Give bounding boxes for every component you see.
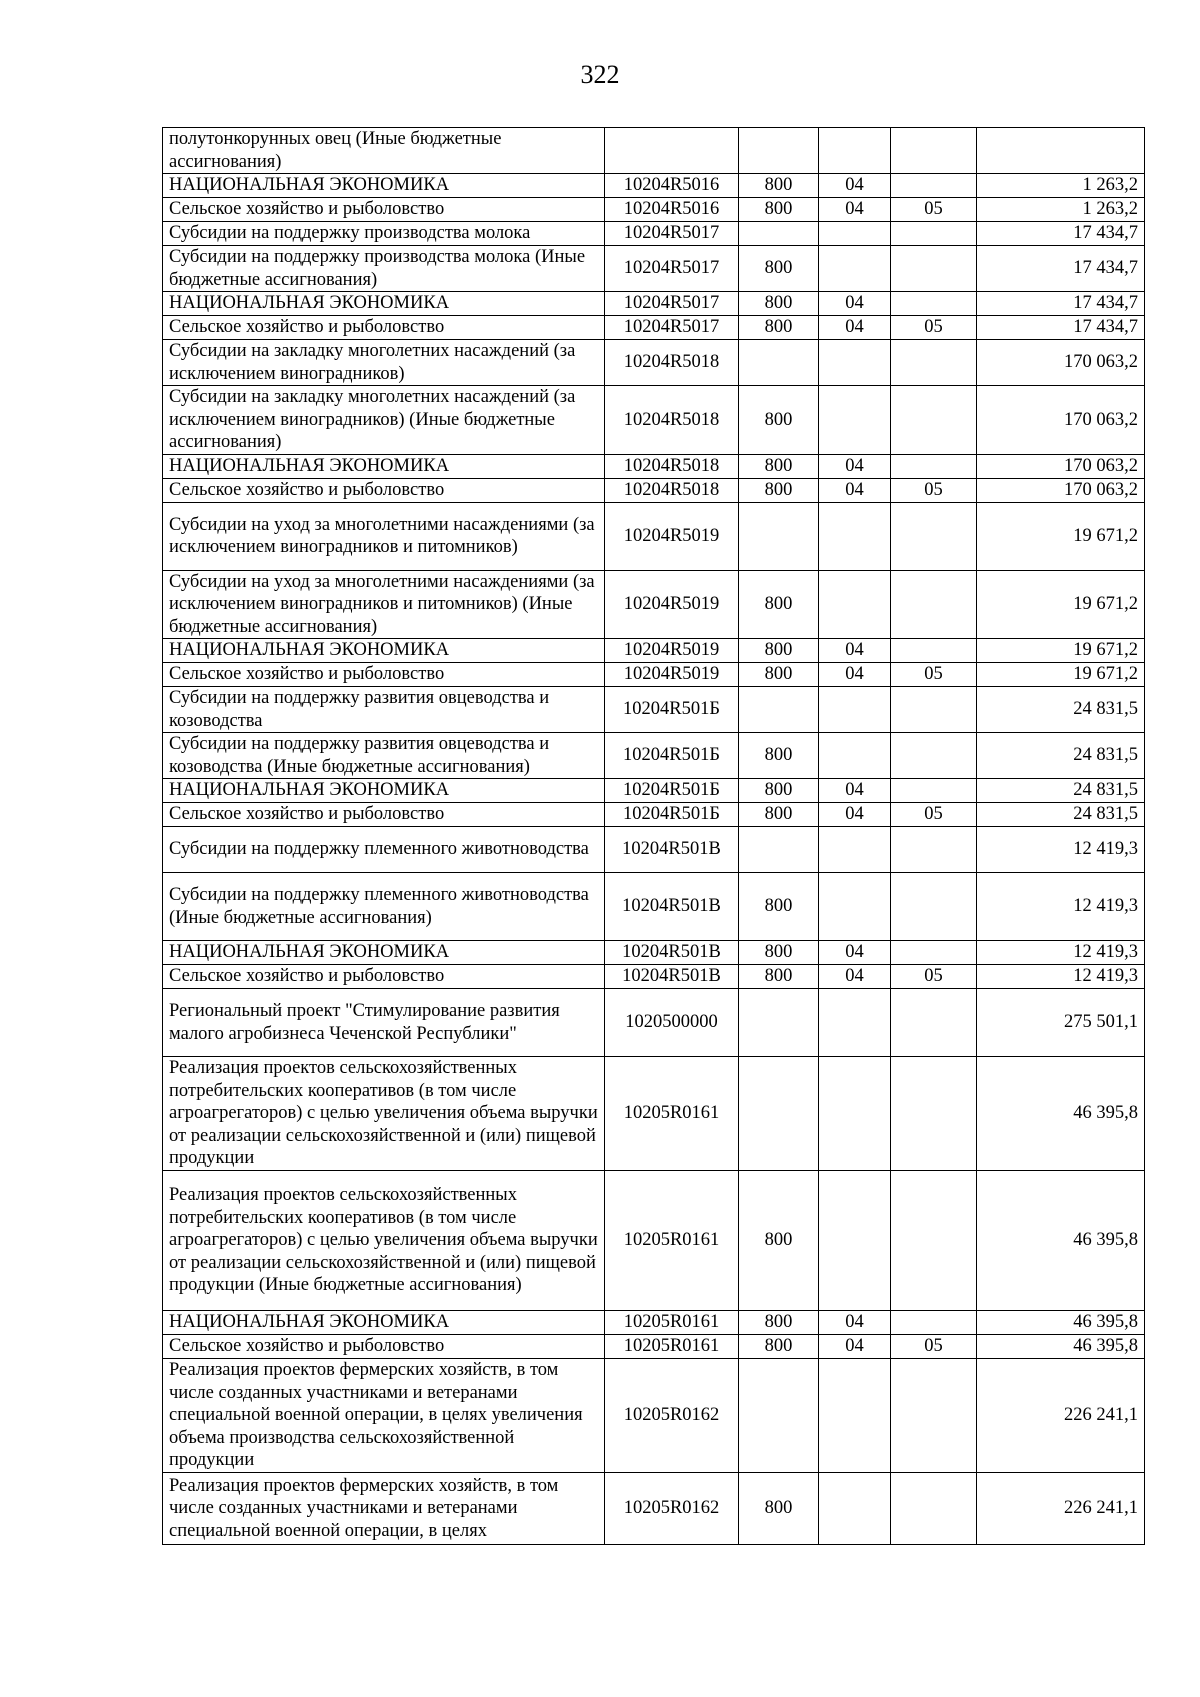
row-name: НАЦИОНАЛЬНАЯ ЭКОНОМИКА [163, 174, 605, 198]
row-subsection [891, 246, 977, 292]
row-code: 10204R5018 [605, 340, 739, 386]
row-expense-type: 800 [739, 478, 819, 502]
row-subsection [891, 128, 977, 174]
row-expense-type [739, 340, 819, 386]
row-name: полутонкорунных овец (Иные бюджетные ассигнования) [163, 128, 605, 174]
table-row [163, 1473, 1145, 1545]
row-section [819, 128, 891, 174]
row-expense-type [739, 502, 819, 570]
row-code: 10204R501В [605, 941, 739, 965]
row-amount: 17 434,7 [977, 246, 1145, 292]
row-subsection [891, 292, 977, 316]
row-name: Субсидии на поддержку племенного животноводства (Иные бюджетные ассигнования) [163, 873, 605, 941]
table-row [163, 989, 1145, 1057]
row-amount: 226 241,1 [977, 1473, 1145, 1545]
row-code: 10205R0162 [605, 1473, 739, 1545]
row-name: Региональный проект "Стимулирование развития малого агробизнеса Чеченской Республики" [163, 989, 605, 1057]
row-code: 10205R0162 [605, 1359, 739, 1473]
table-row [163, 687, 1145, 733]
row-section [819, 222, 891, 246]
row-code: 10204R501Б [605, 803, 739, 827]
row-subsection [891, 502, 977, 570]
table-row [163, 128, 1145, 174]
table-row [163, 1335, 1145, 1359]
row-amount: 24 831,5 [977, 687, 1145, 733]
table-row [163, 478, 1145, 502]
row-name: Сельское хозяйство и рыболовство [163, 803, 605, 827]
row-amount: 12 419,3 [977, 873, 1145, 941]
row-section [819, 1473, 891, 1545]
row-section: 04 [819, 639, 891, 663]
row-name: Сельское хозяйство и рыболовство [163, 198, 605, 222]
row-name: Субсидии на поддержку производства молока (Иные бюджетные ассигнования) [163, 246, 605, 292]
row-subsection [891, 873, 977, 941]
row-subsection [891, 454, 977, 478]
row-amount [977, 128, 1145, 174]
row-name: Реализация проектов фермерских хозяйств, в том числе созданных участниками и ветеранами специальной военной операции, в целях увеличения объема производства сельскохозяйственной продукции [163, 1359, 605, 1473]
table-row [163, 174, 1145, 198]
row-expense-type: 800 [739, 941, 819, 965]
row-subsection [891, 639, 977, 663]
row-name: Субсидии на поддержку племенного животноводства [163, 827, 605, 873]
row-subsection [891, 340, 977, 386]
table-row [163, 779, 1145, 803]
row-expense-type: 800 [739, 246, 819, 292]
row-name: НАЦИОНАЛЬНАЯ ЭКОНОМИКА [163, 454, 605, 478]
table-row [163, 1359, 1145, 1473]
row-section: 04 [819, 316, 891, 340]
row-section [819, 1359, 891, 1473]
row-amount: 12 419,3 [977, 941, 1145, 965]
row-subsection [891, 733, 977, 779]
row-code: 10204R5017 [605, 246, 739, 292]
row-code: 10204R5019 [605, 639, 739, 663]
budget-table-body [163, 128, 1145, 1545]
row-subsection [891, 779, 977, 803]
row-expense-type: 800 [739, 174, 819, 198]
row-subsection: 05 [891, 316, 977, 340]
row-subsection [891, 570, 977, 639]
row-expense-type: 800 [739, 663, 819, 687]
row-amount: 170 063,2 [977, 340, 1145, 386]
row-subsection [891, 222, 977, 246]
row-amount: 24 831,5 [977, 733, 1145, 779]
row-amount: 46 395,8 [977, 1311, 1145, 1335]
row-code: 10204R501Б [605, 687, 739, 733]
row-expense-type: 800 [739, 1335, 819, 1359]
row-name: Субсидии на уход за многолетними насаждениями (за исключением виноградников и питомников) [163, 502, 605, 570]
table-row [163, 733, 1145, 779]
row-subsection [891, 827, 977, 873]
table-row [163, 246, 1145, 292]
row-section [819, 687, 891, 733]
row-amount: 170 063,2 [977, 386, 1145, 455]
row-code: 10204R5019 [605, 570, 739, 639]
table-row [163, 873, 1145, 941]
table-row [163, 222, 1145, 246]
row-expense-type: 800 [739, 873, 819, 941]
table-row [163, 316, 1145, 340]
row-amount: 170 063,2 [977, 478, 1145, 502]
row-amount: 170 063,2 [977, 454, 1145, 478]
row-name: Реализация проектов фермерских хозяйств, в том числе созданных участниками и ветеранами специальной военной операции, в целях [163, 1473, 605, 1545]
row-section: 04 [819, 965, 891, 989]
row-code: 10204R501Б [605, 733, 739, 779]
table-row [163, 663, 1145, 687]
row-amount: 226 241,1 [977, 1359, 1145, 1473]
row-code: 10204R5017 [605, 292, 739, 316]
row-section [819, 989, 891, 1057]
row-code: 10204R5018 [605, 386, 739, 455]
row-section [819, 1171, 891, 1311]
row-expense-type [739, 827, 819, 873]
row-code: 10205R0161 [605, 1171, 739, 1311]
row-amount: 12 419,3 [977, 827, 1145, 873]
row-section: 04 [819, 174, 891, 198]
table-row [163, 502, 1145, 570]
row-name: Субсидии на поддержку производства молока [163, 222, 605, 246]
row-code: 10204R501В [605, 827, 739, 873]
row-amount: 24 831,5 [977, 803, 1145, 827]
row-subsection: 05 [891, 965, 977, 989]
row-subsection [891, 941, 977, 965]
row-amount: 19 671,2 [977, 502, 1145, 570]
row-name: НАЦИОНАЛЬНАЯ ЭКОНОМИКА [163, 941, 605, 965]
row-code: 10204R5018 [605, 454, 739, 478]
table-row [163, 639, 1145, 663]
row-subsection: 05 [891, 663, 977, 687]
row-subsection [891, 386, 977, 455]
row-expense-type: 800 [739, 1311, 819, 1335]
row-amount: 1 263,2 [977, 174, 1145, 198]
row-name: Субсидии на поддержку развития овцеводства и козоводства (Иные бюджетные ассигнования) [163, 733, 605, 779]
row-code: 10204R501Б [605, 779, 739, 803]
row-amount: 46 395,8 [977, 1171, 1145, 1311]
row-expense-type: 800 [739, 1171, 819, 1311]
row-subsection [891, 1311, 977, 1335]
row-section: 04 [819, 478, 891, 502]
row-amount: 19 671,2 [977, 639, 1145, 663]
row-code: 10204R5016 [605, 198, 739, 222]
row-expense-type: 800 [739, 454, 819, 478]
row-subsection [891, 1473, 977, 1545]
row-amount: 19 671,2 [977, 570, 1145, 639]
row-amount: 19 671,2 [977, 663, 1145, 687]
row-expense-type: 800 [739, 733, 819, 779]
row-amount: 12 419,3 [977, 965, 1145, 989]
row-expense-type: 800 [739, 570, 819, 639]
row-code: 1020500000 [605, 989, 739, 1057]
row-expense-type: 800 [739, 386, 819, 455]
row-code: 10204R5018 [605, 478, 739, 502]
row-code: 10204R501В [605, 965, 739, 989]
table-row [163, 1057, 1145, 1171]
row-section: 04 [819, 1335, 891, 1359]
row-section [819, 340, 891, 386]
row-subsection [891, 687, 977, 733]
row-section [819, 502, 891, 570]
row-subsection [891, 174, 977, 198]
table-row [163, 965, 1145, 989]
table-row [163, 1311, 1145, 1335]
row-name: НАЦИОНАЛЬНАЯ ЭКОНОМИКА [163, 1311, 605, 1335]
row-name: Реализация проектов сельскохозяйственных потребительских кооперативов (в том числе агроагрегаторов) с целью увеличения объема выручки от реализации сельскохозяйственной и (или) пищевой продукции (Иные бюджетные ассигнования) [163, 1171, 605, 1311]
table-row [163, 340, 1145, 386]
row-expense-type: 800 [739, 1473, 819, 1545]
row-expense-type [739, 222, 819, 246]
table-row [163, 827, 1145, 873]
row-expense-type: 800 [739, 965, 819, 989]
row-subsection: 05 [891, 803, 977, 827]
row-amount: 17 434,7 [977, 316, 1145, 340]
row-name: Субсидии на поддержку развития овцеводства и козоводства [163, 687, 605, 733]
row-section [819, 873, 891, 941]
table-row [163, 198, 1145, 222]
row-section [819, 733, 891, 779]
row-subsection [891, 1359, 977, 1473]
row-expense-type [739, 128, 819, 174]
row-name: Реализация проектов сельскохозяйственных потребительских кооперативов (в том числе агроагрегаторов) с целью увеличения объема выручки от реализации сельскохозяйственной и (или) пищевой продукции [163, 1057, 605, 1171]
row-amount: 17 434,7 [977, 292, 1145, 316]
row-name: Сельское хозяйство и рыболовство [163, 1335, 605, 1359]
row-section [819, 1057, 891, 1171]
row-section: 04 [819, 454, 891, 478]
row-section [819, 570, 891, 639]
row-code: 10204R5019 [605, 502, 739, 570]
row-amount: 17 434,7 [977, 222, 1145, 246]
row-expense-type [739, 1359, 819, 1473]
row-subsection: 05 [891, 198, 977, 222]
row-section: 04 [819, 1311, 891, 1335]
row-amount: 24 831,5 [977, 779, 1145, 803]
row-code: 10204R5017 [605, 222, 739, 246]
row-expense-type: 800 [739, 292, 819, 316]
row-expense-type: 800 [739, 803, 819, 827]
row-expense-type: 800 [739, 639, 819, 663]
table-row [163, 454, 1145, 478]
row-name: Субсидии на закладку многолетних насаждений (за исключением виноградников) [163, 340, 605, 386]
row-subsection [891, 1171, 977, 1311]
row-expense-type [739, 989, 819, 1057]
row-name: Субсидии на уход за многолетними насаждениями (за исключением виноградников и питомников) (Иные бюджетные ассигнования) [163, 570, 605, 639]
row-name: Сельское хозяйство и рыболовство [163, 663, 605, 687]
row-expense-type [739, 1057, 819, 1171]
row-subsection [891, 989, 977, 1057]
row-name: НАЦИОНАЛЬНАЯ ЭКОНОМИКА [163, 292, 605, 316]
row-section: 04 [819, 663, 891, 687]
row-code: 10205R0161 [605, 1335, 739, 1359]
table-row [163, 570, 1145, 639]
row-section [819, 246, 891, 292]
row-expense-type: 800 [739, 779, 819, 803]
row-subsection [891, 1057, 977, 1171]
row-section: 04 [819, 292, 891, 316]
row-expense-type: 800 [739, 198, 819, 222]
row-name: НАЦИОНАЛЬНАЯ ЭКОНОМИКА [163, 639, 605, 663]
row-code: 10205R0161 [605, 1311, 739, 1335]
row-name: Субсидии на закладку многолетних насаждений (за исключением виноградников) (Иные бюджетные ассигнования) [163, 386, 605, 455]
row-subsection: 05 [891, 1335, 977, 1359]
row-section [819, 827, 891, 873]
table-row [163, 292, 1145, 316]
page-number: 322 [580, 60, 620, 89]
row-code: 10204R5017 [605, 316, 739, 340]
row-expense-type [739, 687, 819, 733]
row-amount: 46 395,8 [977, 1335, 1145, 1359]
row-expense-type: 800 [739, 316, 819, 340]
row-amount: 1 263,2 [977, 198, 1145, 222]
row-section: 04 [819, 779, 891, 803]
table-row [163, 803, 1145, 827]
row-name: Сельское хозяйство и рыболовство [163, 478, 605, 502]
row-code: 10204R5016 [605, 174, 739, 198]
row-code [605, 128, 739, 174]
budget-table [162, 127, 1145, 1545]
table-row [163, 386, 1145, 455]
row-subsection: 05 [891, 478, 977, 502]
row-section: 04 [819, 941, 891, 965]
row-section: 04 [819, 198, 891, 222]
row-code: 10205R0161 [605, 1057, 739, 1171]
table-row [163, 1171, 1145, 1311]
row-name: НАЦИОНАЛЬНАЯ ЭКОНОМИКА [163, 779, 605, 803]
row-section [819, 386, 891, 455]
row-name: Сельское хозяйство и рыболовство [163, 316, 605, 340]
row-code: 10204R5019 [605, 663, 739, 687]
table-row [163, 941, 1145, 965]
row-amount: 46 395,8 [977, 1057, 1145, 1171]
row-section: 04 [819, 803, 891, 827]
row-name: Сельское хозяйство и рыболовство [163, 965, 605, 989]
row-amount: 275 501,1 [977, 989, 1145, 1057]
row-code: 10204R501В [605, 873, 739, 941]
